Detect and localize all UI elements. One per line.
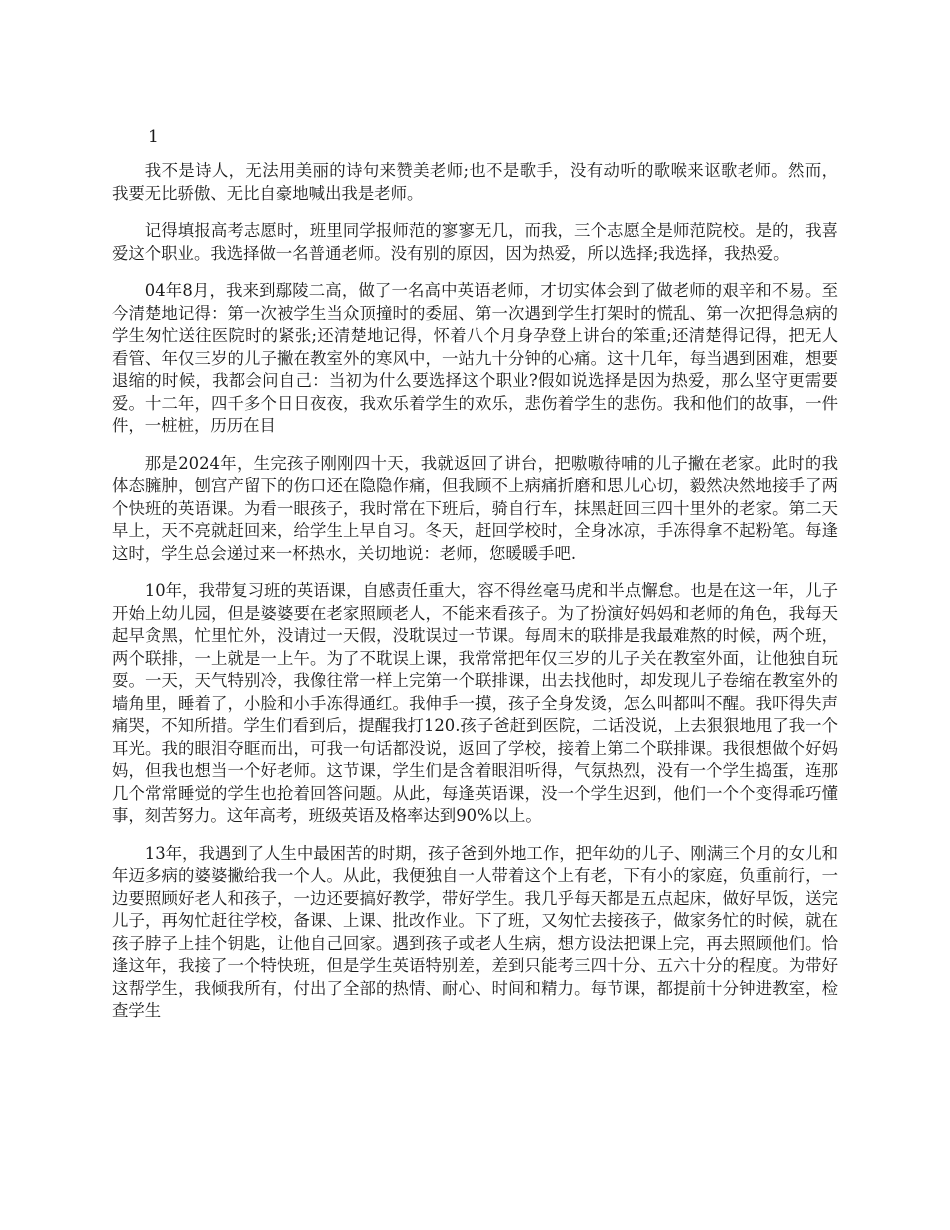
page-number: 1 [148, 127, 159, 147]
paragraph-6: 13年，我遇到了人生中最困苦的时期，孩子爸到外地工作，把年幼的儿子、刚满三个月的女儿和年迈多病的婆婆撇给我一个人。从此，我便独自一人带着这个上有老，下有小的家庭，负重前行，一边要照顾好老人和孩子，一边还要搞好教学，带好学生。我几乎每天都是五点起床，做好早饭，送完儿子，再匆忙赶往学校，备课、上课、批改作业。下了班，又匆忙去接孩子，做家务忙的时候，就在孩子脖子上挂个钥匙，让他自己回家。遇到孩子或老人生病，想方设法把课上完，再去照顾他们。恰逢这年，我接了一个特快班，但是学生英语特别差，差到只能考三四十分、五六十分的程度。为带好这帮学生，我倾我所有，付出了全部的热情、耐心、时间和精力。每节课，都提前十分钟进教室，检查学生 [112, 843, 838, 1020]
paragraph-2: 记得填报高考志愿时，班里同学报师范的寥寥无几，而我，三个志愿全是师范院校。是的，我喜爱这个职业。我选择做一名普通老师。没有别的原因，因为热爱，所以选择;我选择，我热爱。 [112, 221, 838, 263]
paragraph-1: 我不是诗人，无法用美丽的诗句来赞美老师;也不是歌手，没有动听的歌喉来讴歌老师。然而，我要无比骄傲、无比自豪地喊出我是老师。 [112, 161, 838, 203]
document-page [112, 124, 838, 1038]
paragraph-4: 那是2024年，生完孩子刚刚四十天，我就返回了讲台，把嗷嗷待哺的儿子撇在老家。此时的我体态臃肿，刨宫产留下的伤口还在隐隐作痛，但我顾不上病痛折磨和思儿心切，毅然决然地接手了两个快班的英语课。为看一眼孩子，我时常在下班后，骑自行车，抹黑赶回三四十里外的老家。第二天早上，天不亮就赶回来，给学生上早自习。冬天，赶回学校时，全身冰凉，手冻得拿不起粉笔。每逢这时，学生总会递过来一杯热水，关切地说：老师，您暖暖手吧. [112, 453, 838, 563]
paragraph-5: 10年，我带复习班的英语课，自感责任重大，容不得丝毫马虎和半点懈怠。也是在这一年，儿子开始上幼儿园，但是婆婆要在老家照顾老人，不能来看孩子。为了扮演好妈妈和老师的角色，我每天起早贪黑，忙里忙外，没请过一天假，没耽误过一节课。每周末的联排是我最难熬的时候，两个班，两个联排，一上就是一上午。为了不耽误上课，我常常把年仅三岁的儿子关在教室外面，让他独自玩耍。一天，天气特别冷，我像往常一样上完第一个联排课，出去找他时，却发现儿子卷缩在教室外的墙角里，睡着了，小脸和小手冻得通红。我伸手一摸，孩子全身发烫，怎么叫都叫不醒。我吓得失声痛哭，不知所措。学生们看到后，提醒我打120.孩子爸赶到医院，二话没说，上去狠狠地甩了我一个耳光。我的眼泪夺眶而出，可我一句话都没说，返回了学校，接着上第二个联排课。我很想做个好妈妈，但我也想当一个好老师。这节课，学生们是含着眼泪听得，气氛热烈，没有一个学生捣蛋，连那几个常常睡觉的学生也抢着回答问题。从此，每逢英语课，没一个学生迟到，他们一个个变得乖巧懂事，刻苦努力。这年高考，班级英语及格率达到90%以上。 [112, 581, 838, 825]
paragraph-3: 04年8月，我来到鄢陵二高，做了一名高中英语老师，才切实体会到了做老师的艰辛和不易。至今清楚地记得：第一次被学生当众顶撞时的委屈、第一次遇到学生打架时的慌乱、第一次把得急病的学生匆忙送往医院时的紧张;还清楚地记得，怀着八个月身孕登上讲台的笨重;还清楚得记得，把无人看管、年仅三岁的儿子撇在教室外的寒风中，一站九十分钟的心痛。这十几年，每当遇到困难，想要退缩的时候，我都会问自己：当初为什么要选择这个职业?假如说选择是因为热爱，那么坚守更需要爱。十二年，四千多个日日夜夜，我欢乐着学生的欢乐，悲伤着学生的悲伤。我和他们的故事，一件件，一桩桩，历历在目 [112, 281, 838, 435]
